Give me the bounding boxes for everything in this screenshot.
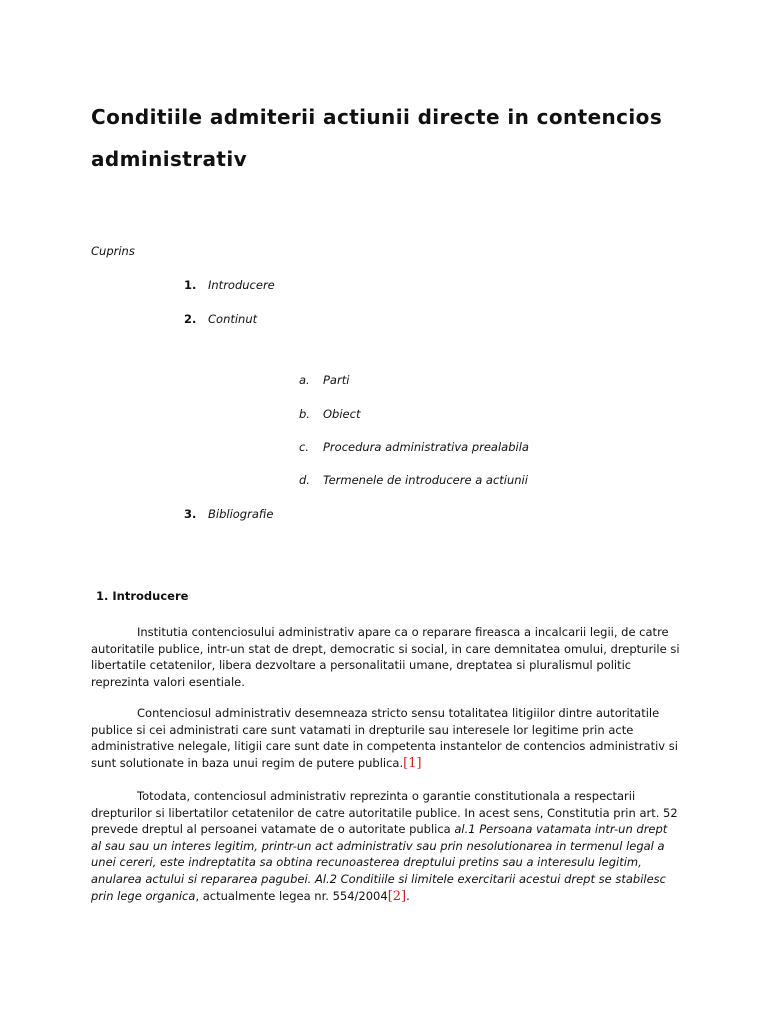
- toc-subitem-termenele: [299, 472, 528, 488]
- toc-item-introducere: [184, 277, 275, 293]
- paragraph-italic-quote: al.1 Persoana vatamata intr-un drept al sau sau un interes legitim, printr-un act administrativ sau prin nesolutionarea in termenul legal a unei cereri, este indreptatita sa obtina recunoasterea dreptului pretins sau a interesulu legitim, anularea actului si repararea pagubei. Al.2 Conditiile si limitele exercitarii acestui drept se stabilesc prin lege organica: [91, 822, 668, 903]
- paragraph-end: .: [406, 888, 410, 903]
- toc-marker: 3.: [184, 507, 197, 521]
- toc-text: Procedura administrativa prealabila: [323, 440, 529, 454]
- toc-text: Continut: [208, 312, 258, 326]
- toc-text: Parti: [323, 373, 350, 387]
- toc-label: Cuprins: [91, 244, 135, 258]
- toc-marker: d.: [299, 473, 310, 487]
- paragraph-text: Totodata, contenciosul administrativ reprezinta o garantie constitutionala a respectarii drepturilor si libertatilor cetatenilor de catre autoritatile publice. In acest sens, Constitutia prin art. 52 prevede dreptul al persoanei vatamate de o autoritate publica: [91, 789, 678, 837]
- toc-subitem-obiect: [299, 406, 360, 422]
- toc-marker: a.: [299, 373, 310, 387]
- paragraph-text: Contenciosul administrativ desemneaza stricto sensu totalitatea litigiilor dintre autoritatile publice si cei administrati care sunt vatamati in drepturile sau interesele lor legitime prin acte administrative nelegale, litigii care sunt date in competenta instantelor de contencios administrativ si sunt solutionate in baza unui regim de putere publica.: [91, 706, 678, 770]
- footnote-ref-1[interactable]: [1]: [403, 755, 422, 771]
- toc-item-continut: [184, 311, 257, 327]
- toc-marker: 1.: [184, 278, 197, 292]
- toc-marker: c.: [299, 440, 309, 454]
- toc-text: Bibliografie: [208, 507, 274, 521]
- toc-marker: b.: [299, 407, 310, 421]
- toc-text: Termenele de introducere a actiunii: [323, 473, 528, 487]
- paragraph-3: [91, 788, 681, 905]
- paragraph-2: [91, 705, 681, 772]
- toc-subitem-parti: [299, 372, 349, 388]
- paragraph-1: [91, 624, 681, 690]
- toc-marker: 2.: [184, 312, 197, 326]
- toc-text: Obiect: [323, 407, 361, 421]
- toc-subitem-procedura: [299, 439, 529, 455]
- toc-text: Introducere: [208, 278, 275, 292]
- section-heading: 1. Introducere: [96, 589, 189, 603]
- toc-item-bibliografie: [184, 506, 273, 522]
- footnote-ref-2[interactable]: [2]: [387, 888, 407, 904]
- paragraph-text-after: , actualmente legea nr. 554/2004: [195, 888, 388, 903]
- document-title: Conditiile admiterii actiunii directe in contencios administrativ: [91, 105, 663, 171]
- paragraph-text: Institutia contenciosului administrativ apare ca o reparare fireasca a incalcarii legii, de catre autoritatile publice, intr-un stat de drept, democratic si social, in care demnitatea omului, drepturile si libertatile cetatenilor, libera dezvoltare a personalitatii umane, dreptatea si pluralismul politic reprezinta valori esentiale.: [91, 625, 680, 689]
